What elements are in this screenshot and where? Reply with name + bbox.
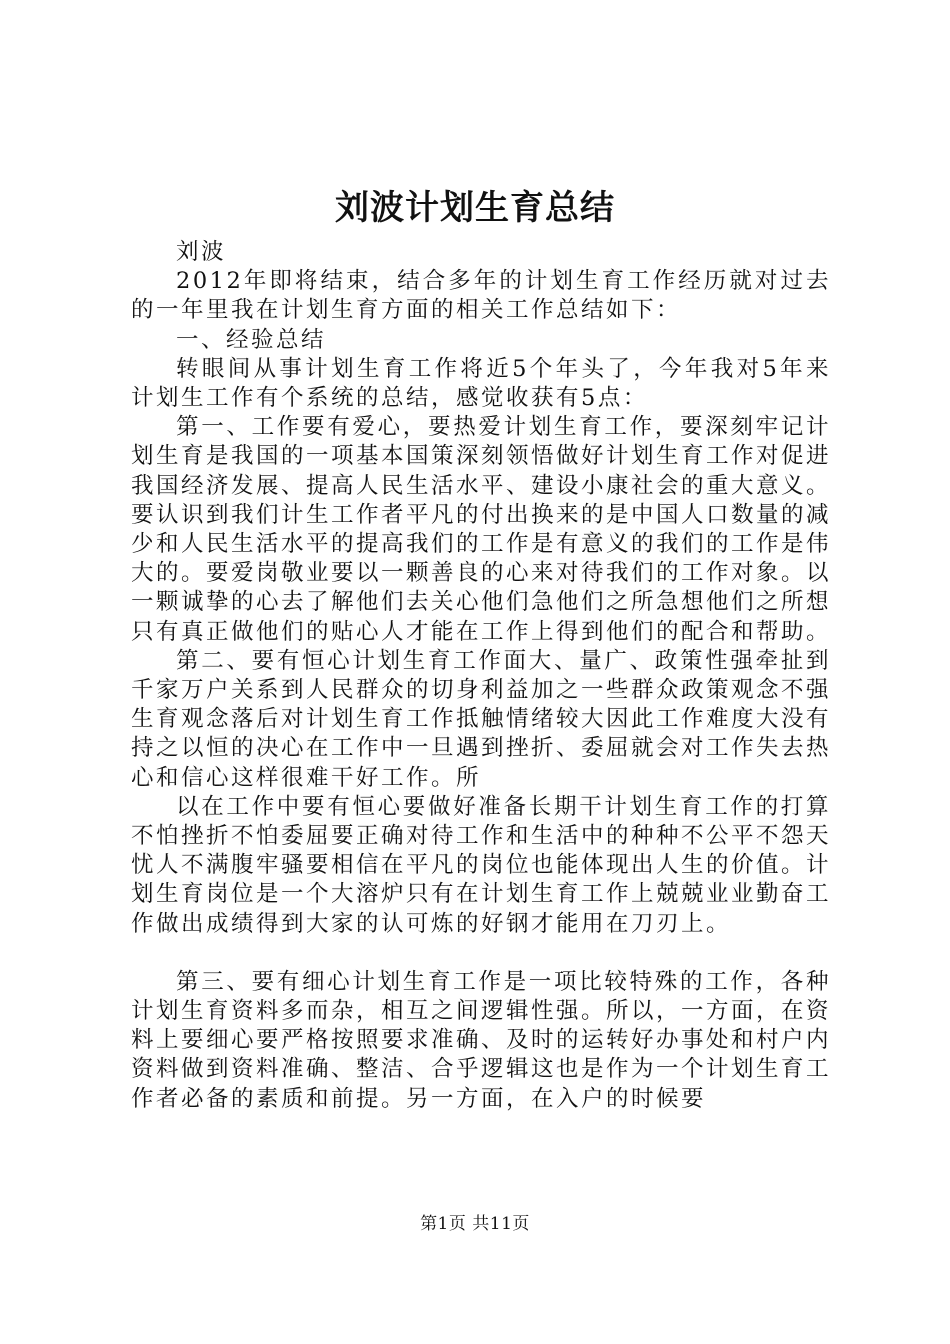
document-title: 刘波计划生育总结 (335, 188, 615, 228)
author-line: 刘波 (176, 239, 227, 265)
paragraph-intro: 2012年即将结束，结合多年的计划生育工作经历就对过去的一年里我在计划生育方面的相关工作总结如下： (131, 268, 831, 324)
paragraph: 第三、要有细心计划生育工作是一项比较特殊的工作，各种计划生育资料多而杂，相互之间逻辑性强。所以，一方面，在资料上要细心要严格按照要求准确、及时的运转好办事处和村户内资料做到资料准确、整洁、合乎逻辑这也是作为一个计划生育工作者必备的素质和前提。另一方面，在入户的时候要 (131, 968, 832, 1112)
paragraph: 第一、工作要有爱心，要热爱计划生育工作，要深刻牢记计划生育是我国的一项基本国策深刻领悟做好计划生育工作对促进我国经济发展、提高人民生活水平、建设小康社会的重大意义。要认识到我们计生工作者平凡的付出换来的是中国人口数量的减少和人民生活水平的提高我们的工作是有意义的我们的工作是伟大的。要爱岗敬业要以一颗善良的心来对待我们的工作对象。以一颗诚挚的心去了解他们去关心他们急他们之所急想他们之所想只有真正做他们的贴心人才能在工作上得到他们的配合和帮助。 (131, 414, 832, 645)
page-footer-indicator: 第1页 共11页 (420, 1214, 530, 1234)
document-body (131, 238, 831, 1114)
paragraph: 第二、要有恒心计划生育工作面大、量广、政策性强牵扯到千家万户关系到人民群众的切身利益加之一些群众政策观念不强生育观念落后对计划生育工作抵触情绪较大因此工作难度大没有持之以恒的决心在工作中一旦遇到挫折、委屈就会对工作失去热心和信心这样很难干好工作。所 (131, 647, 832, 791)
paragraph: 转眼间从事计划生育工作将近5个年头了，今年我对5年来计划生工作有个系统的总结，感觉收获有5点： (131, 355, 831, 412)
paragraph: 以在工作中要有恒心要做好准备长期干计划生育工作的打算不怕挫折不怕委屈要正确对待工作和生活中的种种不公平不怨天忧人不满腹牢骚要相信在平凡的岗位也能体现出人生的价值。计划生育岗位是一个大溶炉只有在计划生育工作上兢兢业业勤奋工作做出成绩得到大家的认可炼的好钢才能用在刀刃上。 (131, 793, 832, 937)
section-heading: 一、经验总结 (176, 326, 327, 353)
